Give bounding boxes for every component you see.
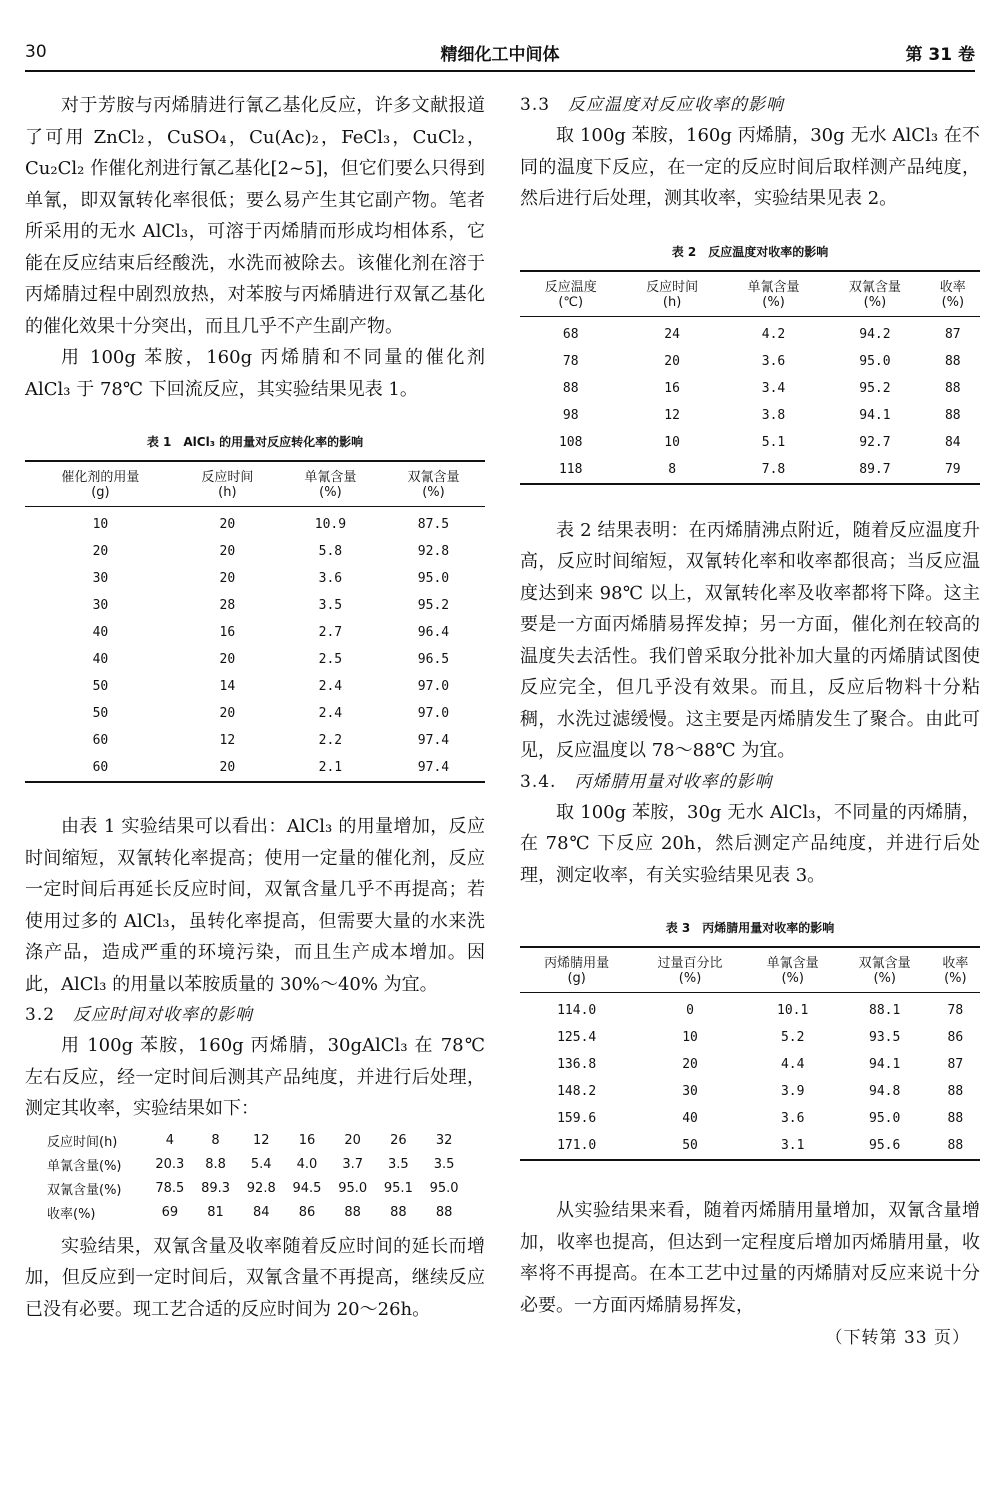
table-row: 78 20 3.6 95.0 88 [562,353,961,369]
journal-title: 精细化工中间体 [440,45,560,65]
right-column [520,90,980,1348]
table-row: 88 16 3.4 95.2 88 [562,380,961,396]
table-row: 148.2 30 3.9 94.8 88 [557,1084,964,1099]
table1-header-row [25,461,485,507]
paragraph-reaction-time: 用 100g 苯胺，160g 丙烯腈，30gAlCl₃ 在 78℃ 左右反应，经一定时间后测其产品纯度，并进行后处理，测定其收率，实验结果如下： [25,1035,485,1119]
table-row: 60 20 2.1 97.4 [25,754,485,782]
table2-header: 反应时间 (h) [646,279,699,310]
table-row: 171.0 50 3.1 95.6 88 [520,1132,980,1160]
table2-header: 双氰含量 (%) [848,279,901,310]
table1-header: 双氰含量 (%) [407,470,460,500]
table1-header: 单氰含量 (%) [304,470,357,500]
paragraph-temperature-intro: 取 100g 苯胺，160g 丙烯腈，30g 无水 AlCl₃ 在不同的温度下反应，在一定的反应时间后取样测产品纯度，然后进行后处理，测其收率，实验结果见表 2。 [520,125,980,209]
table-row: 50 14 2.4 97.0 [92,679,450,694]
table1 [25,460,485,783]
table2-header: 收率 (%) [939,279,966,310]
table1-header: 反应时间 (h) [201,470,254,500]
table-row: 收率(%) 69 81 84 86 88 88 88 [47,1205,453,1222]
volume-label: 第 31 卷 [905,45,975,65]
table-row: 125.4 10 5.2 93.5 86 [557,1030,964,1045]
table3 [520,946,980,1161]
table-row: 60 12 2.2 97.4 [92,733,450,748]
continued-note: （下转第 33 页） [825,1328,970,1348]
table-row: 20 20 5.8 92.8 [92,544,450,559]
table-row: 双氰含量(%) 78.5 89.3 92.8 94.5 95.0 95.1 95.0 [47,1181,459,1198]
table2-header: 反应温度 (℃) [544,279,597,310]
table-row: 159.6 40 3.6 95.0 88 [557,1111,964,1126]
paragraph-table1-discussion: 由表 1 实验结果可以看出：AlCl₃ 的用量增加，反应时间缩短，双氰转化率提高；使用一定量的催化剂，反应一定时间后再延长反应时间，双氰含量几乎不再提高；若使用过多的 AlCl₃，虽转化率提高，但需要大量的水来洗涤产品，造成严重的环境污染，而且生产成本增加。因此，AlCl₃ 的用量以苯胺质量的 30%～40% 为宜。 [25,816,485,995]
table-row: 114.0 0 10.1 88.1 78 [557,1003,964,1018]
table3-header: 收率 (%) [942,956,969,986]
table-row: 68 24 4.2 94.2 87 [562,326,961,342]
reaction-time-table [47,1129,467,1225]
left-column [25,90,485,1325]
table-row: 30 28 3.5 95.2 [92,598,450,613]
table-row: 40 20 2.5 96.5 [92,652,450,667]
table-row: 单氰含量(%) 20.3 8.8 5.4 4.0 3.7 3.5 3.5 [47,1157,455,1174]
table3-header-row [520,947,980,993]
table-row: 反应时间(h) 4 8 12 16 20 26 32 [47,1133,453,1150]
table2-caption: 表 2 反应温度对收率的影响 [671,244,829,259]
table-row: 40 16 2.7 96.4 [92,625,450,640]
paragraph-acrylonitrile-discussion: 从实验结果来看，随着丙烯腈用量增加，双氰含量增加，收率也提高，但达到一定程度后增加丙烯腈用量，收率将不再提高。在本工艺中过量的丙烯腈对反应来说十分必要。一方面丙烯腈易挥发， [520,1200,980,1316]
table2-header-row [520,271,980,317]
table-row: 50 20 2.4 97.0 [92,706,450,721]
table-row: 108 10 5.1 92.7 84 [558,434,961,450]
paragraph-table1-intro: 用 100g 苯胺，160g 丙烯腈和不同量的催化剂 AlCl₃ 于 78℃ 下回流反应，其实验结果见表 1。 [25,347,485,400]
table-row: 10 20 10.9 87.5 [92,517,450,532]
paragraph-catalyst-intro: 对于芳胺与丙烯腈进行氰乙基化反应，许多文献报道了可用 ZnCl₂，CuSO₄，Cu(Ac)₂，FeCl₃，CuCl₂，Cu₂Cl₂ 作催化剂进行氰乙基化[2~5]，但它们要么只得到单氰，即双氰转化率很低；要么易产生其它副产物。笔者所采用的无水 AlCl₃，可溶于丙烯腈而形成均相体系，它能在反应结束后经酸洗，水洗而被除去。该催化剂在溶于丙烯腈过程中剧烈放热，对苯胺与丙烯腈进行双氰乙基化的催化效果十分突出，而且几乎不产生副产物。 [25,95,485,337]
table-row: 98 12 3.8 94.1 88 [562,407,961,423]
paragraph-reaction-time-result: 实验结果，双氰含量及收率随着反应时间的延长而增加，但反应到一定时间后，双氰含量不再提高，继续反应已没有必要。现工艺合适的反应时间为 20～26h。 [25,1235,485,1320]
table-row: 30 20 3.6 95.0 [92,571,450,586]
table3-header: 双氰含量 (%) [858,956,911,986]
page-number: 30 [25,42,47,62]
table3-caption: 表 3 丙烯腈用量对收率的影响 [665,921,835,935]
table-row: 136.8 20 4.4 94.1 87 [557,1057,964,1072]
table1-header: 催化剂的用量 (g) [61,470,140,500]
table3-header: 过量百分比 (%) [657,956,723,986]
paragraph-acrylonitrile-intro: 取 100g 苯胺，30g 无水 AlCl₃，不同量的丙烯腈，在 78℃ 下反应 20h，然后测定产品纯度，并进行后处理，测定收率，有关实验结果见表 3。 [520,801,980,886]
header-rule [25,70,975,72]
table1-caption: 表 1 AlCl₃ 的用量对反应转化率的影响 [146,435,364,449]
table2 [520,270,980,485]
section-heading-3-3: 3.3 反应温度对反应收率的影响 [520,95,785,115]
section-heading-3-4: 3.4. 丙烯腈用量对收率的影响 [520,771,773,792]
table2-header: 单氰含量 (%) [747,279,800,310]
section-heading-3-2: 3.2 反应时间对收率的影响 [25,1005,254,1025]
paragraph-table2-discussion: 表 2 结果表明：在丙烯腈沸点附近，随着反应温度升高，反应时间缩短，双氰转化率和收率都很高；当反应温度达到来 98℃ 以上，双氰转化率及收率都将下降。这主要是一方面丙烯腈易挥发掉；另一方面，催化剂在较高的温度失去活性。我们曾采取分批补加大量的丙烯腈试图使反应完全，但几乎没有效果。而且，反应后物料十分粘稠，水洗过滤缓慢。这主要是丙烯腈发生了聚合。由此可见，反应温度以 78～88℃ 为宜。 [520,519,980,761]
table-row: 118 8 7.8 89.7 79 [520,456,980,484]
table3-header: 单氰含量 (%) [766,956,819,986]
table3-header: 丙烯腈用量 (g) [544,956,610,986]
